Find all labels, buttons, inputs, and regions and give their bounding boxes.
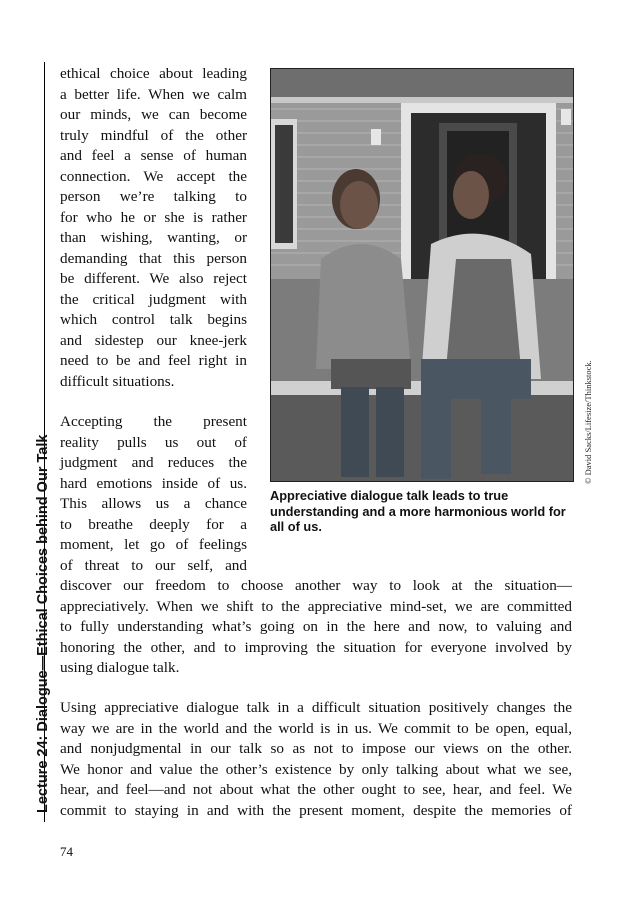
text-line: of threat to our self, and xyxy=(60,556,247,574)
text-line: to fully understanding what’s going on in the here and now, to valuing and xyxy=(60,618,572,635)
text-line: than wishing, wanting, or xyxy=(60,229,247,246)
text-line: be different. We also reject xyxy=(60,270,247,287)
photo-caption: Appreciative dialogue talk leads to true understanding and a more harmonious world for all of us. xyxy=(270,488,566,534)
text-line: demanding that this person xyxy=(60,249,247,267)
text-line: and nonjudgmental in our talk so as not to impose our views on the other. xyxy=(60,740,572,757)
text-line: moment, let go of feelings xyxy=(60,536,247,553)
text-line: using dialogue talk. xyxy=(60,659,180,676)
text-line: our minds, we can become xyxy=(60,106,247,123)
text-line: connection. We accept the xyxy=(60,167,247,185)
paragraph-2-wrap xyxy=(60,412,247,576)
text-line: Using appreciative dialogue talk in a difficult situation positively changes the xyxy=(60,699,572,716)
text-line: way we are in the world and the world is in us. We commit to be open, equal, xyxy=(60,719,572,737)
paragraph-2-full xyxy=(60,576,572,679)
text-line: appreciatively. When we shift to the appreciative mind-set, we are committed xyxy=(60,597,572,615)
text-line: We honor and value the other’s existence by only talking about what we see, xyxy=(60,760,572,778)
page-number: 74 xyxy=(60,844,73,859)
two-women-talking-photo xyxy=(270,68,574,482)
text-line: ethical choice about leading xyxy=(60,65,247,82)
photo-credit: © David Sacks/Lifesize/Thinkstock. xyxy=(583,360,593,484)
text-line: commit to staying in and with the present moment, despite the memories of xyxy=(60,801,572,819)
text-line: Accepting the present xyxy=(60,413,247,430)
text-line: difficult situations. xyxy=(60,372,175,390)
text-line: to breathe deeply for a xyxy=(60,515,247,533)
paragraph-3 xyxy=(60,698,572,821)
text-line: hear, and feel—and not about what the other ought to see, hear, and feel. We xyxy=(60,781,572,798)
text-line: and feel a sense of human xyxy=(60,147,247,164)
text-line: need to be and feel right in xyxy=(60,352,247,369)
text-line: person we’re talking to xyxy=(60,188,247,205)
paragraph-1 xyxy=(60,64,247,392)
text-line: hard emotions inside of us. xyxy=(60,474,247,492)
text-line: the critical judgment with xyxy=(60,290,247,308)
text-line: This allows us a chance xyxy=(60,495,247,512)
running-header-vertical: Lecture 24: Dialogue—Ethical Choices behind Our Talk xyxy=(35,434,51,813)
text-line: reality pulls us out of xyxy=(60,433,247,451)
text-line: and sidestep our knee-jerk xyxy=(60,331,247,349)
text-line: truly mindful of the other xyxy=(60,126,247,144)
text-line: judgment and reduces the xyxy=(60,454,247,471)
text-line: which control talk begins xyxy=(60,311,247,328)
text-line: a better life. When we calm xyxy=(60,85,247,103)
text-line: discover our freedom to choose another way to look at the situation— xyxy=(60,577,572,594)
text-line: for who he or she is rather xyxy=(60,208,247,226)
text-line: honoring the other, and to improving the situation for everyone involved by xyxy=(60,638,572,656)
